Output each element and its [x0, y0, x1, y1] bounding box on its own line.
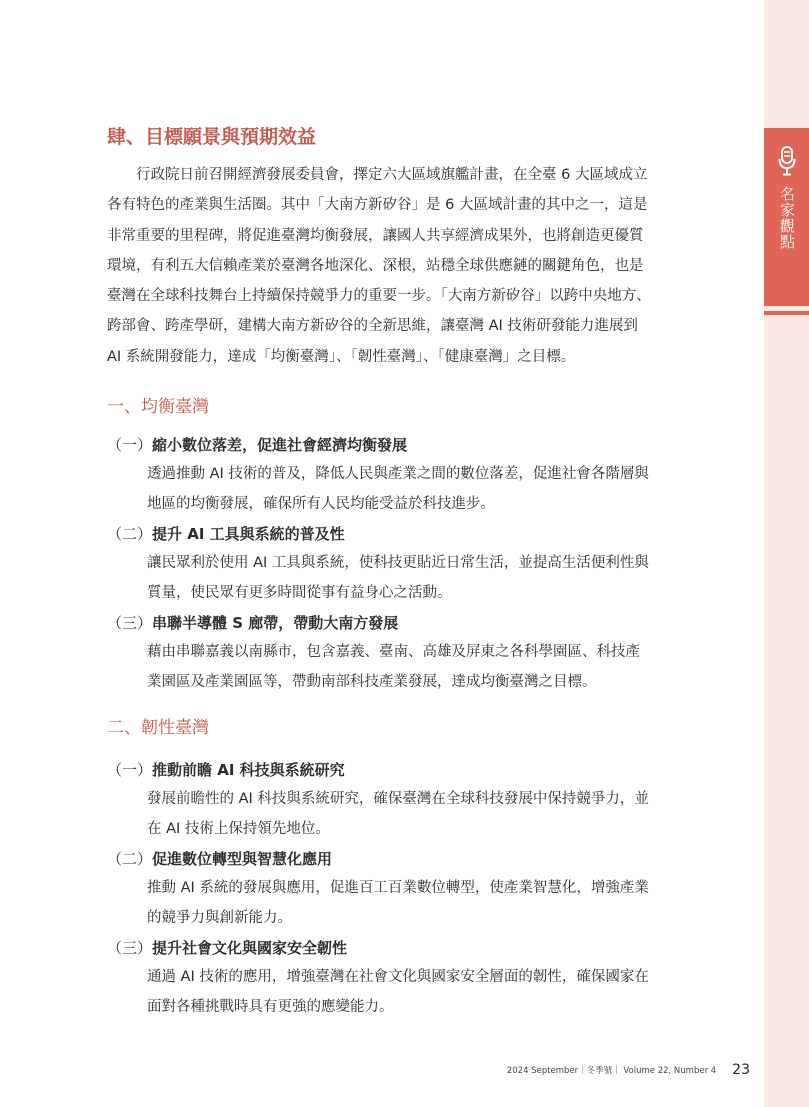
goal-item-body — [147, 548, 707, 608]
goal-groups — [107, 392, 707, 1022]
body-line: 讓民眾利於使用 AI 工具與系統，使科技更貼近日常生活，並提高生活便利性與 — [147, 555, 649, 572]
intro-line: 跨部會、跨產學研，建構大南方新矽谷的全新思維，讓臺灣 AI 技術研發能力進展到 — [107, 318, 638, 335]
intro-line: 非常重要的里程碑，將促進臺灣均衡發展，讓國人共享經濟成果外，也將創造更優質 — [107, 227, 644, 244]
goal-item-title — [107, 432, 707, 459]
body-line: 藉由串聯嘉義以南縣市，包含嘉義、臺南、高雄及屏東之各科學園區、科技產 — [147, 644, 640, 661]
goal-item-title — [107, 610, 707, 637]
goal-item-body — [147, 962, 707, 1022]
goal-heading: 一、均衡臺灣 — [107, 397, 209, 418]
body-line: 在 AI 技術上保持領先地位。 — [147, 821, 330, 838]
goal-item-title — [107, 757, 707, 784]
item-number: （一） — [107, 761, 153, 780]
item-title-text: 串聯半導體 S 廊帶，帶動大南方發展 — [152, 614, 399, 633]
intro-line: 行政院日前召開經濟發展委員會，擇定六大區域旗艦計畫，在全臺 6 大區域成立 — [136, 167, 648, 183]
goal-item-title — [107, 935, 707, 962]
page-footer — [470, 1060, 750, 1080]
goal-item-title — [107, 521, 707, 548]
goal-item — [107, 935, 707, 1022]
item-number: （三） — [107, 614, 153, 633]
item-title-text: 縮小數位落差，促進社會經濟均衡發展 — [152, 436, 408, 455]
goal-group — [107, 392, 707, 697]
column-tab — [764, 128, 809, 306]
article-body — [107, 120, 707, 1022]
body-line: 發展前瞻性的 AI 科技與系統研究，確保臺灣在全球科技發展中保持競爭力，並 — [147, 791, 649, 808]
body-line: 通過 AI 技術的應用，增強臺灣在社會文化與國家安全層面的韌性，確保國家在 — [147, 969, 649, 986]
section-heading: 肆、目標願景與預期效益 — [107, 126, 317, 148]
microphone-icon — [778, 146, 796, 176]
goal-item-body — [147, 784, 707, 844]
body-line: 的競爭力與創新能力。 — [147, 910, 292, 927]
goal-item — [107, 757, 707, 844]
item-number: （二） — [107, 850, 153, 869]
goal-item — [107, 432, 707, 519]
goal-item — [107, 846, 707, 933]
item-number: （二） — [107, 525, 153, 544]
body-line: 業園區及產業園區等，帶動南部科技產業發展，達成均衡臺灣之目標。 — [147, 674, 597, 691]
intro-line: 各有特色的產業與生活圈。其中「大南方新矽谷」是 6 大區域計畫的其中之一，這是 — [107, 197, 648, 214]
intro-line: 臺灣在全球科技舞台上持續保持競爭力的重要一步。「大南方新矽谷」以跨中央地方、 — [107, 288, 651, 305]
intro-line: 環境，有利五大信賴產業於臺灣各地深化、深根，站穩全球供應鏈的關鍵角色，也是 — [107, 257, 644, 274]
body-line: 推動 AI 系統的發展與應用，促進百工百業數位轉型，使產業智慧化，增強產業 — [147, 880, 649, 897]
item-title-text: 促進數位轉型與智慧化應用 — [152, 850, 333, 869]
goal-item — [107, 610, 707, 697]
item-title-text: 推動前瞻 AI 科技與系統研究 — [152, 761, 345, 780]
body-line: 質量，使民眾有更多時間從事有益身心之活動。 — [147, 585, 452, 602]
item-title-text: 提升社會文化與國家安全韌性 — [152, 939, 348, 958]
body-line: 透過推動 AI 技術的普及，降低人民與產業之間的數位落差，促進社會各階層與 — [147, 466, 649, 483]
intro-line: AI 系統開發能力，達成「均衡臺灣」、「韌性臺灣」、「健康臺灣」之目標。 — [107, 348, 576, 365]
body-line: 面對各種挑戰時具有更強的應變能力。 — [147, 999, 394, 1016]
item-title-text: 提升 AI 工具與系統的普及性 — [152, 525, 345, 544]
goal-item — [107, 521, 707, 608]
goal-item-body — [147, 459, 707, 519]
intro-paragraph — [107, 160, 707, 372]
issue-info: 2024 September｜冬季號｜ Volume 22, Number 4 — [506, 1066, 717, 1076]
page-number: 23 — [732, 1062, 750, 1078]
goal-group — [107, 713, 707, 1022]
goal-heading: 二、韌性臺灣 — [107, 718, 209, 739]
goal-item-body — [147, 637, 707, 697]
goal-item-body — [147, 873, 707, 933]
tab-rule — [764, 311, 809, 315]
item-number: （一） — [107, 436, 153, 455]
item-number: （三） — [107, 939, 153, 958]
column-label: 名家觀點 — [778, 186, 796, 250]
body-line: 地區的均衡發展，確保所有人民均能受益於科技進步。 — [147, 496, 495, 513]
goal-item-title — [107, 846, 707, 873]
